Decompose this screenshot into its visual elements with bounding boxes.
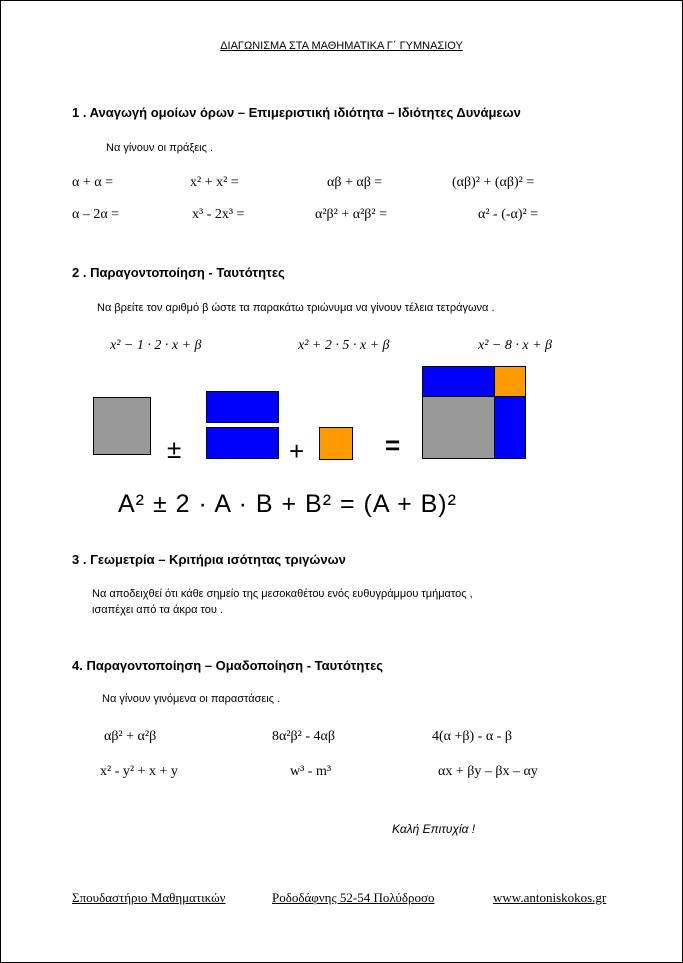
square-identity: A² ± 2 · A · B + B² = (A + B)² xyxy=(118,490,457,518)
section1-intro: Να γίνουν οι πράξεις . xyxy=(106,142,214,154)
s1-expr-7: α²β² + α²β² = xyxy=(315,207,387,222)
s4-expr-4: x² - y² + x + y xyxy=(100,764,178,779)
blue-rectangle-top xyxy=(206,391,279,423)
footer-middle: Ροδοδάφνης 52-54 Πολύδροσο xyxy=(272,890,435,905)
section2-heading: 2 . Παραγοντοποίηση - Ταυτότητες xyxy=(72,265,285,280)
trinomial-3: x² − 8 · x + β xyxy=(478,338,552,353)
trinomial-1: x² − 1 · 2 · x + β xyxy=(110,338,202,353)
s1-expr-5: α – 2α = xyxy=(72,207,120,222)
s1-expr-4: (αβ)² + (αβ)² = xyxy=(452,175,535,190)
section4-intro: Να γίνουν γινόμενα οι παραστάσεις . xyxy=(102,693,281,705)
s4-expr-1: αβ² + α²β xyxy=(104,729,157,744)
page-title: ΔΙΑΓΩΝΙΣΜΑ ΣΤΑ ΜΑΘΗΜΑΤΙΚΑ Γ΄ ΓΥΜΝΑΣΙΟΥ xyxy=(220,40,463,52)
closing-wish: Καλή Επιτυχία ! xyxy=(392,822,476,836)
composite-square xyxy=(422,366,526,459)
section4-heading: 4. Παραγοντοποίηση – Ομαδοποίηση - Ταυτότητες xyxy=(72,658,384,673)
equals-symbol: = xyxy=(385,430,401,460)
plus-minus-symbol: ± xyxy=(167,434,182,464)
plus-symbol: + xyxy=(289,436,305,466)
orange-square xyxy=(319,427,353,460)
s1-expr-2: x² + x² = xyxy=(190,175,239,190)
s1-expr-8: α² - (-α)² = xyxy=(478,207,539,222)
section3-line2: ισαπέχει από τα άκρα του . xyxy=(92,604,223,616)
s1-expr-3: αβ + αβ = xyxy=(327,175,383,190)
footer-left: Σπουδαστήριο Μαθηματικών xyxy=(72,890,226,905)
composite-blue-right xyxy=(495,397,525,458)
section3-heading: 3 . Γεωμετρία – Κριτήρια ισότητας τριγώνων xyxy=(72,552,346,567)
s4-expr-5: w³ - m³ xyxy=(290,764,332,779)
s4-expr-2: 8α²β² - 4αβ xyxy=(272,729,335,744)
s4-expr-3: 4(α +β) - α - β xyxy=(432,729,512,744)
s1-expr-1: α + α = xyxy=(72,175,113,190)
section1-heading: 1 . Αναγωγή ομοίων όρων – Επιμεριστική ιδιότητα – Ιδιότητες Δυνάμεων xyxy=(72,105,521,120)
gray-square xyxy=(93,397,151,455)
composite-blue-top xyxy=(423,367,495,397)
section2-intro: Να βρείτε τον αριθμό β ώστε τα παρακάτω τριώνυμα να γίνουν τέλεια τετράγωνα . xyxy=(97,302,495,314)
composite-gray xyxy=(423,397,495,458)
footer-website-link[interactable]: www.antoniskokos.gr xyxy=(493,890,607,905)
composite-orange xyxy=(495,367,525,397)
section3-line1: Να αποδειχθεί ότι κάθε σημείο της μεσοκαθέτου ενός ευθυγράμμου τμήματος , xyxy=(92,588,473,600)
s4-expr-6: αx + βy – βx – αy xyxy=(438,764,538,779)
blue-rectangle-bottom xyxy=(206,427,279,459)
s1-expr-6: x³ - 2x³ = xyxy=(192,207,245,222)
trinomial-2: x² + 2 · 5 · x + β xyxy=(298,338,390,353)
